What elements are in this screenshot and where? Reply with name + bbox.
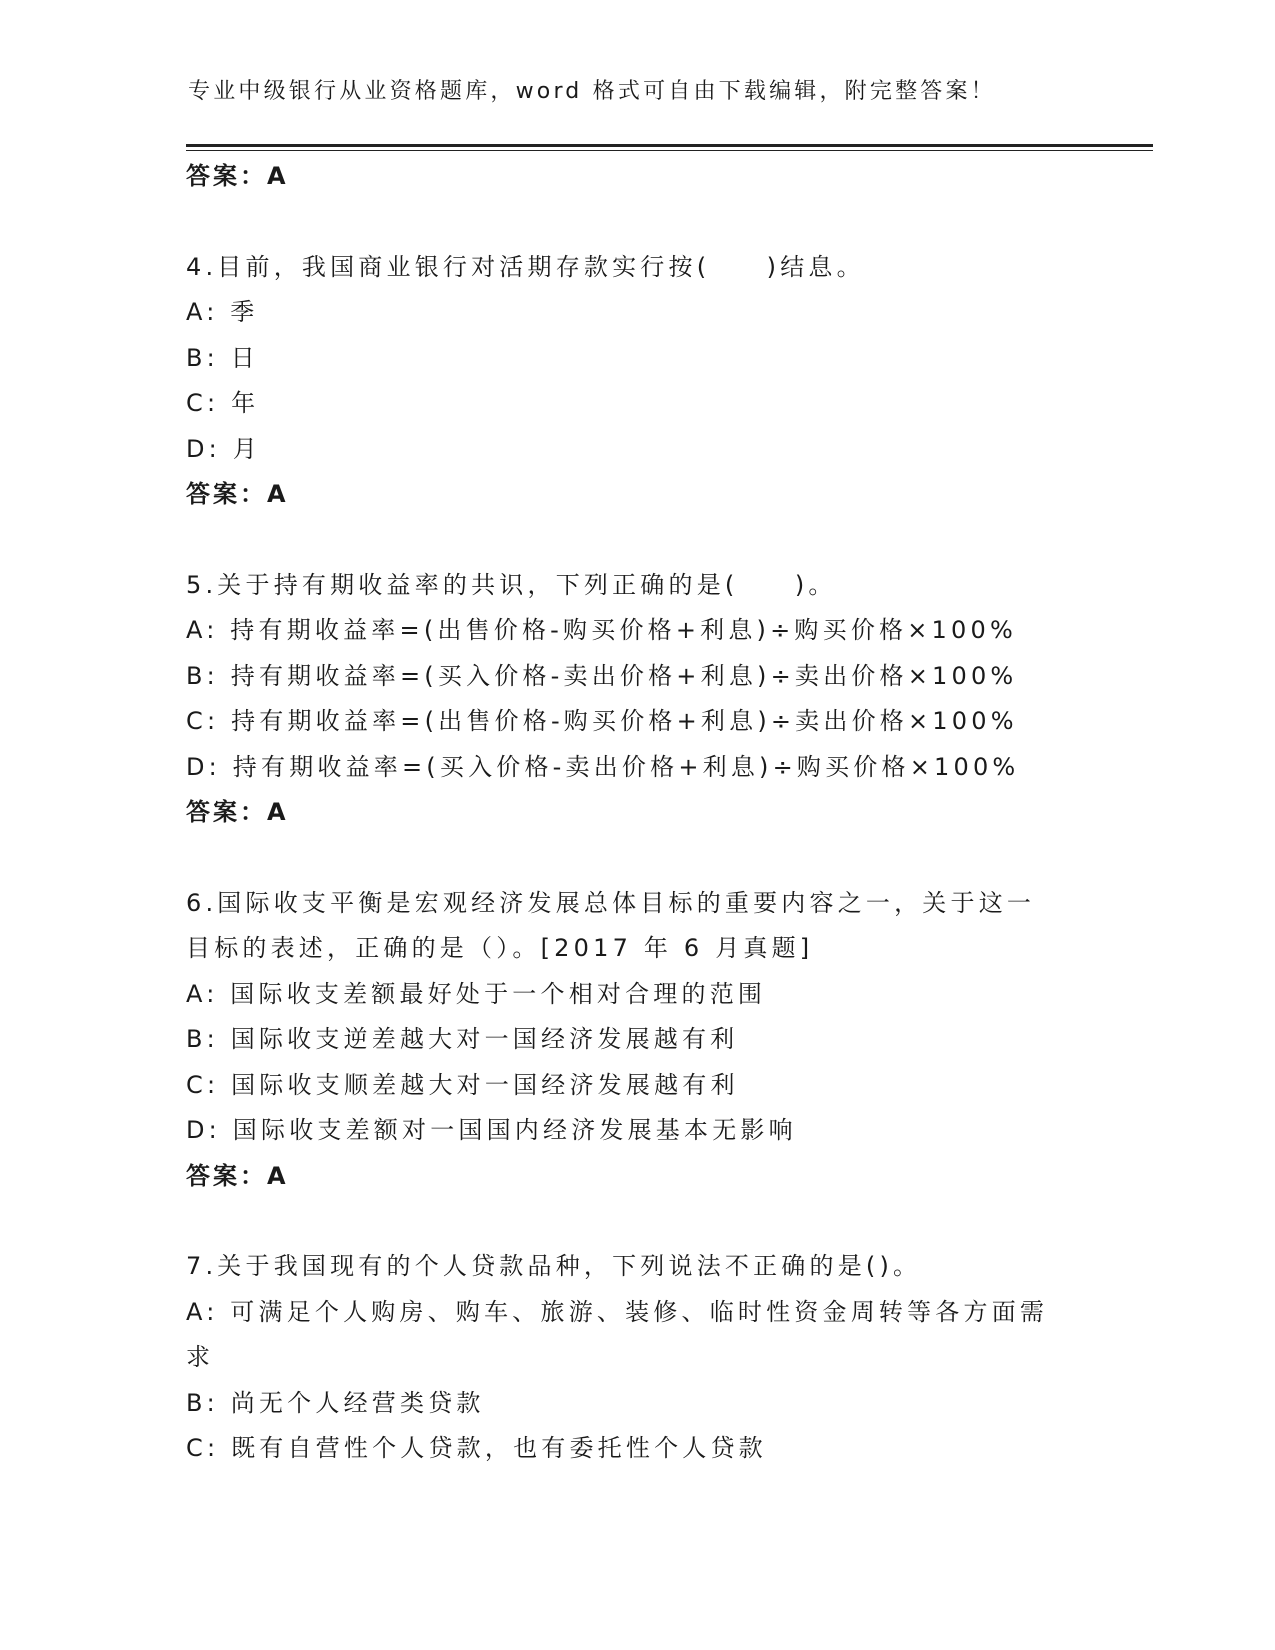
spacer bbox=[186, 200, 1086, 245]
option-b: B: 尚无个人经营类贷款 bbox=[186, 1388, 485, 1417]
question-6 bbox=[186, 881, 1086, 1200]
option-b: B: 日 bbox=[186, 343, 259, 372]
question-4 bbox=[186, 245, 1086, 518]
option-d: D: 月 bbox=[186, 434, 261, 463]
answer-q3: 答案：A bbox=[186, 162, 289, 190]
spacer bbox=[186, 1199, 1086, 1244]
option-c: C: 年 bbox=[186, 389, 260, 417]
question-stem: 7.关于我国现有的个人贷款品种，下列说法不正确的是()。 bbox=[186, 1252, 922, 1280]
question-7 bbox=[186, 1244, 1086, 1472]
question-stem: 5.关于持有期收益率的共识，下列正确的是( )。 bbox=[186, 570, 837, 599]
question-5 bbox=[186, 563, 1086, 836]
option-c: C: 持有期收益率=(出售价格-购买价格+利息)÷卖出价格×100% bbox=[186, 707, 1018, 735]
header-divider bbox=[186, 144, 1153, 151]
answer: 答案：A bbox=[186, 798, 289, 826]
option-c: C: 国际收支顺差越大对一国经济发展越有利 bbox=[186, 1070, 739, 1099]
answer: 答案：A bbox=[186, 1161, 289, 1190]
option-c: C: 既有自营性个人贷款，也有委托性个人贷款 bbox=[186, 1434, 767, 1462]
question-stem: 4.目前，我国商业银行对活期存款实行按( )结息。 bbox=[186, 252, 865, 281]
question-stem-cont: 目标的表述，正确的是（）。[2017 年 6 月真题] bbox=[186, 934, 814, 962]
option-a: A: 可满足个人购房、购车、旅游、装修、临时性资金周转等各方面需 bbox=[186, 1297, 1049, 1326]
answer: 答案：A bbox=[186, 480, 289, 508]
question-content bbox=[186, 154, 1086, 1472]
option-a: A: 季 bbox=[186, 298, 259, 326]
spacer bbox=[186, 836, 1086, 881]
option-a-cont: 求 bbox=[186, 1343, 215, 1371]
option-a: A: 国际收支差额最好处于一个相对合理的范围 bbox=[186, 979, 767, 1008]
question-stem: 6.国际收支平衡是宏观经济发展总体目标的重要内容之一，关于这一 bbox=[186, 888, 1036, 917]
option-d: D: 国际收支差额对一国国内经济发展基本无影响 bbox=[186, 1116, 797, 1144]
option-a: A: 持有期收益率=(出售价格-购买价格+利息)÷购买价格×100% bbox=[186, 616, 1017, 644]
page-header: 专业中级银行从业资格题库，word 格式可自由下载编辑，附完整答案！ bbox=[188, 79, 996, 104]
option-d: D: 持有期收益率=(买入价格-卖出价格+利息)÷购买价格×100% bbox=[186, 752, 1020, 781]
option-b: B: 持有期收益率=(买入价格-卖出价格+利息)÷卖出价格×100% bbox=[186, 661, 1018, 690]
option-b: B: 国际收支逆差越大对一国经济发展越有利 bbox=[186, 1025, 739, 1053]
spacer bbox=[186, 518, 1086, 563]
